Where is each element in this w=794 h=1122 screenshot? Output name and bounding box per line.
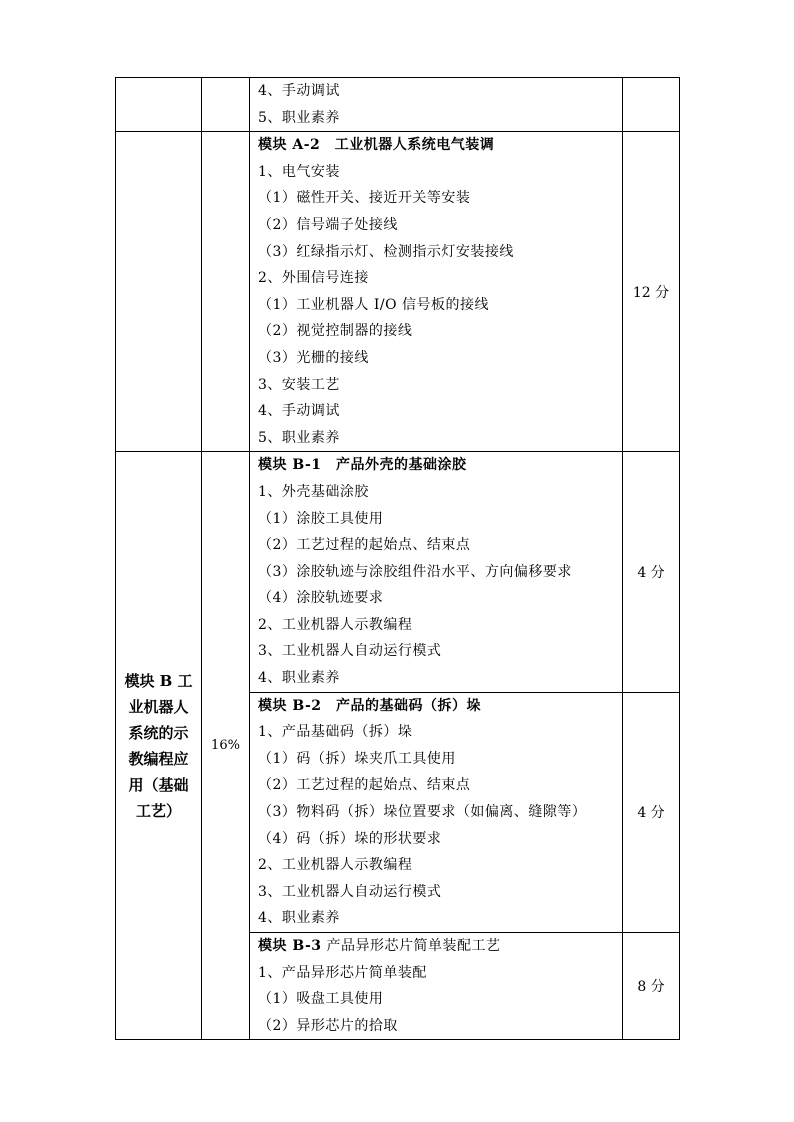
content-line: （1）吸盘工具使用	[258, 991, 384, 1008]
content-line: 1、外壳基础涂胶	[258, 483, 369, 500]
score-a2: 12 分	[623, 132, 680, 452]
content-line: 5、职业素养	[258, 109, 340, 126]
module-b-name	[116, 452, 202, 1040]
percent-cell-a	[202, 132, 250, 452]
content-line: （1）码（拆）垛夹爪工具使用	[258, 750, 456, 767]
content-line: 4、手动调试	[258, 83, 340, 99]
score-b1: 4 分	[623, 452, 680, 692]
content-line: 1、电气安装	[258, 163, 340, 180]
module-a2-title: 模块 A-2 工业机器人系统电气装调	[258, 137, 495, 154]
content-line: 1、产品基础码（拆）垛	[258, 724, 413, 741]
content-cell-a2	[250, 132, 623, 452]
content-line: 1、产品异形芯片简单装配	[258, 964, 427, 981]
content-cell-top	[250, 78, 623, 132]
module-b-name-line: 系统的示	[128, 723, 189, 742]
content-line: 4、手动调试	[258, 403, 340, 420]
content-line: （3）光栅的接线	[258, 349, 369, 366]
content-line: （1）涂胶工具使用	[258, 510, 384, 527]
content-line: （2）异形芯片的拾取	[258, 1017, 398, 1034]
score-b2: 4 分	[623, 692, 680, 932]
content-line: （2）工艺过程的起始点、结束点	[258, 777, 471, 794]
content-line: （4）码（拆）垛的形状要求	[258, 830, 442, 847]
content-line: 2、外围信号连接	[258, 270, 369, 287]
module-b-name-line: 模块 B 工	[124, 671, 193, 690]
module-name-cell-prev	[116, 78, 202, 132]
content-line: （2）信号端子处接线	[258, 216, 398, 233]
row-module-b1	[116, 452, 680, 692]
content-line: （2）工艺过程的起始点、结束点	[258, 537, 471, 554]
module-b1-title: 模块 B-1 产品外壳的基础涂胶	[258, 457, 467, 474]
module-b3-title	[250, 933, 622, 960]
content-line: 4、职业素养	[258, 910, 340, 927]
module-name-cell-a	[116, 132, 202, 452]
percent-cell-prev	[202, 78, 250, 132]
content-cell-b2	[250, 692, 623, 932]
content-line: （2）视觉控制器的接线	[258, 323, 413, 340]
content-line: （3）涂胶轨迹与涂胶组件沿水平、方向偏移要求	[258, 563, 572, 580]
content-line: （1）工业机器人 I/O 信号板的接线	[258, 296, 490, 313]
content-cell-b1	[250, 452, 623, 692]
module-b-name-line: 用（基础	[128, 775, 189, 794]
content-line: （3）红绿指示灯、检测指示灯安装接线	[258, 243, 514, 260]
module-b3-title-bold: 模块 B-3	[258, 938, 322, 954]
module-b-name-line: 工艺）	[135, 801, 181, 820]
content-line: 5、职业素养	[258, 429, 340, 446]
content-line: 2、工业机器人示教编程	[258, 616, 413, 633]
score-b3: 8 分	[623, 933, 680, 1040]
content-cell-b3	[250, 933, 623, 1040]
content-line: 4、职业素养	[258, 670, 340, 687]
content-line: 3、安装工艺	[258, 376, 340, 393]
row-top-continuation	[116, 78, 680, 132]
module-b-percent: 16%	[202, 452, 250, 1040]
content-line: 3、工业机器人自动运行模式	[258, 643, 442, 660]
score-cell-top	[623, 78, 680, 132]
content-line: （1）磁性开关、接近开关等安装	[258, 190, 471, 207]
module-b-name-line: 教编程应	[128, 749, 189, 768]
content-line: （3）物料码（拆）垛位置要求（如偏离、缝隙等）	[258, 804, 587, 821]
row-module-a2	[116, 132, 680, 452]
curriculum-table	[115, 77, 680, 1040]
module-b-name-line: 业机器人	[128, 697, 189, 716]
content-line: （4）涂胶轨迹要求	[258, 590, 384, 607]
content-line: 3、工业机器人自动运行模式	[258, 883, 442, 900]
module-b2-title: 模块 B-2 产品的基础码（拆）垛	[258, 697, 482, 714]
content-line: 2、工业机器人示教编程	[258, 857, 413, 874]
module-b3-title-rest: 产品异形芯片简单装配工艺	[321, 938, 501, 954]
